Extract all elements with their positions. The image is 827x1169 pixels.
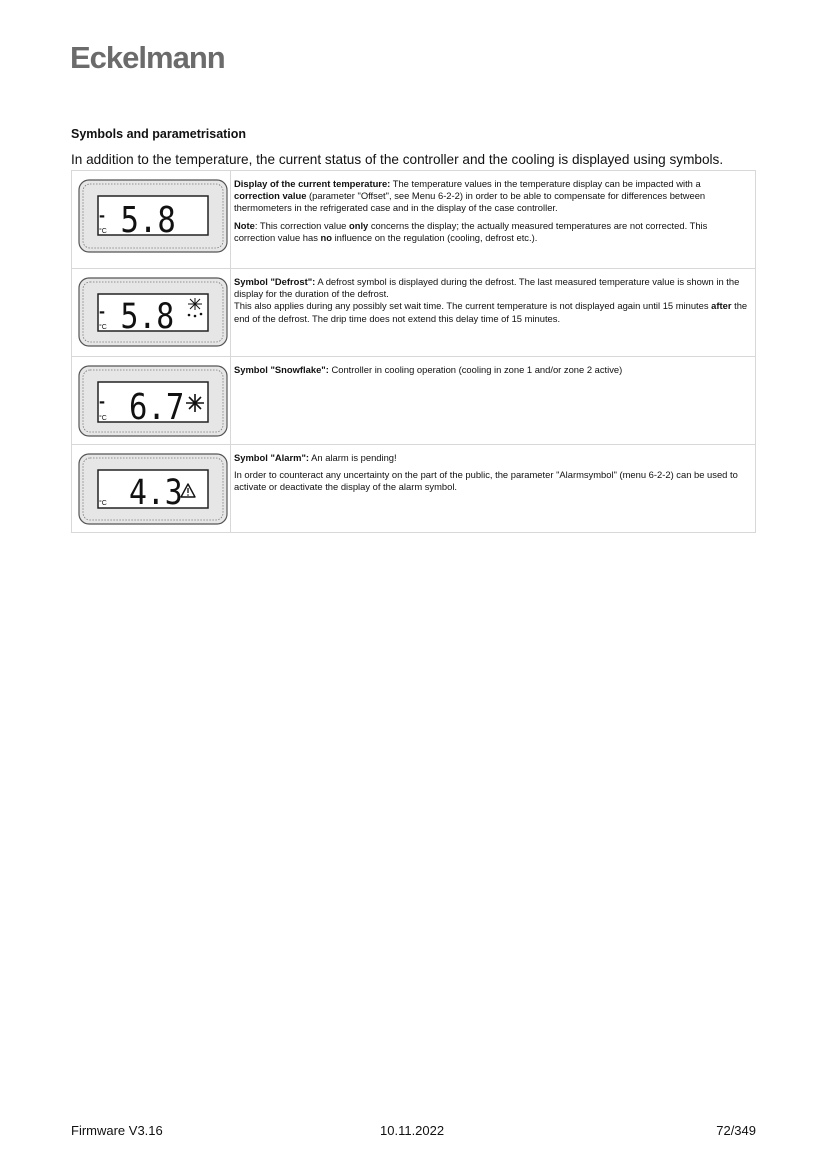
- text: influence on the regulation (cooling, defrost etc.).: [331, 231, 538, 243]
- text: Controller in cooling operation (cooling in zone 1 and/or zone 2 active): [328, 364, 623, 375]
- description-cell: [231, 269, 756, 357]
- bold-text: Note: [234, 219, 255, 231]
- eckelmann-logo: Eckelmann: [70, 40, 225, 75]
- note-paragraph: [234, 220, 749, 244]
- minus-sign: -: [99, 205, 105, 225]
- description-cell: [231, 445, 756, 533]
- controller-display-image: [78, 365, 228, 437]
- footer-firmware: Firmware V3.16: [71, 1123, 163, 1138]
- unit-label: °C: [99, 500, 107, 507]
- symbol-title: Symbol "Snowflake":: [234, 364, 329, 375]
- unit-label: °C: [99, 324, 107, 331]
- temperature-value: 4.3: [129, 471, 183, 513]
- minus-sign: -: [99, 301, 105, 321]
- text: The temperature values in the temperature display can be impacted with a: [390, 178, 701, 189]
- unit-label: °C: [99, 228, 107, 235]
- symbols-table: [71, 170, 756, 533]
- temperature-value: 5.8: [120, 295, 175, 337]
- text: concerns the display; the actually measured temperatures are not corrected. This correction value has: [234, 219, 708, 243]
- bold-text: after: [711, 300, 732, 312]
- temperature-value: 6.7: [129, 385, 185, 428]
- display-image-cell: [72, 269, 231, 357]
- footer-page-number: 72/349: [716, 1123, 756, 1138]
- footer-date: 10.11.2022: [380, 1123, 445, 1138]
- display-image-cell: [72, 357, 231, 445]
- text: : This correction value: [254, 219, 349, 231]
- section-intro: In addition to the temperature, the current status of the controller and the cooling is displayed using symbols.: [71, 152, 724, 167]
- temperature-value: 5.8: [120, 198, 176, 241]
- description-paragraph: [234, 178, 749, 215]
- text: (parameter "Offset", see Menu 6-2-2) in order to be able to compensate for differences between thermometers in the refrigerated case and in the display of the case controller.: [234, 190, 706, 214]
- controller-display-image: [78, 277, 228, 347]
- bold-text: correction value: [234, 190, 307, 202]
- display-image-cell: [72, 171, 231, 269]
- minus-sign: -: [99, 391, 105, 411]
- bold-text: no: [320, 231, 332, 243]
- symbol-title: Symbol "Alarm":: [234, 452, 310, 463]
- description-paragraph: [234, 276, 749, 325]
- text: A defrost symbol is displayed during the defrost. The last measured temperature value is shown in the display for the duration of the defrost.: [234, 276, 740, 300]
- description-paragraph: [234, 452, 749, 464]
- text: the end of the defrost. The drip time does not extend this delay time of 15 minutes.: [234, 300, 748, 324]
- text: This also applies during any possibly set wait time. The current temperature is not displayed again until 15 minutes: [234, 300, 712, 312]
- text: An alarm is pending!: [309, 452, 397, 463]
- table-row: [72, 269, 756, 357]
- table-row: [72, 357, 756, 445]
- unit-label: °C: [99, 415, 107, 422]
- controller-display-image: [78, 179, 228, 253]
- symbol-title: Symbol "Defrost":: [234, 276, 316, 287]
- description-paragraph: [234, 364, 749, 376]
- symbol-title: Display of the current temperature:: [234, 178, 391, 189]
- text: In order to counteract any uncertainty on the part of the public, the parameter "Alarmsymbol" (menu 6-2-2) can be used to activate or deactivate the display of the alarm symbol.: [234, 469, 738, 493]
- controller-display-image: [78, 453, 228, 525]
- table-row: [72, 171, 756, 269]
- description-cell: [231, 171, 756, 269]
- bold-text: only: [348, 219, 369, 231]
- description-paragraph: [234, 469, 749, 493]
- table-row: [72, 445, 756, 533]
- section-title: Symbols and parametrisation: [71, 127, 247, 141]
- description-cell: [231, 357, 756, 445]
- display-image-cell: [72, 445, 231, 533]
